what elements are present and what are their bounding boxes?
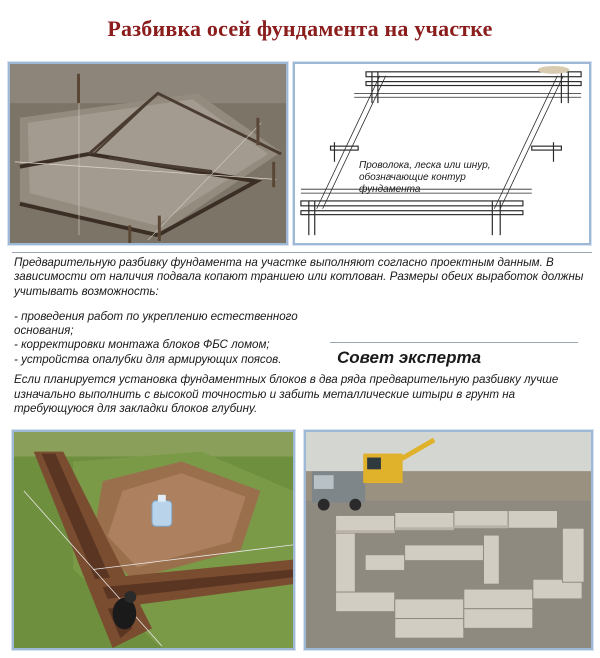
foundation-outline-photo — [8, 62, 288, 245]
divider — [12, 252, 592, 253]
batter-board-drawing — [295, 64, 589, 243]
trench-photo — [12, 430, 295, 650]
foundation-blocks-photo — [304, 430, 593, 650]
list-item: - проведения работ по укреплению естественного основания; — [14, 310, 298, 338]
foundation-outline-illustration — [10, 64, 286, 243]
page-title: Разбивка осей фундамента на участке — [107, 16, 493, 41]
divider — [330, 342, 578, 343]
contour-string-label: Проволока, леска или шнур, обозначающие контур фундамента — [359, 160, 491, 195]
expert-advice-heading: Совет эксперта — [337, 348, 482, 367]
foundation-blocks-illustration — [306, 432, 591, 648]
list-item: - устройства опалубки для армирующих поясов. — [14, 352, 282, 366]
intro-text: Предварительную разбивку фундамента на участке выполняют согласно проектным данным. В зависимости от наличия подвала копают траншею или котлован. Размеры обеих выработок должны учитывать возможность: — [14, 256, 584, 298]
batter-board-diagram — [293, 62, 591, 245]
requirements-list — [14, 310, 344, 367]
intro-paragraph — [14, 256, 590, 299]
expert-advice-text: Если планируется установка фундаментных блоков в два ряда предварительную разбивку лучше изначально выполнить с высокой точностью и забить металлические штыри в грунт на требующуюся для закладки блоков глубину. — [14, 373, 559, 416]
list-item: - корректировки монтажа блоков ФБС ломом; — [14, 338, 270, 352]
trench-illustration — [14, 432, 293, 648]
